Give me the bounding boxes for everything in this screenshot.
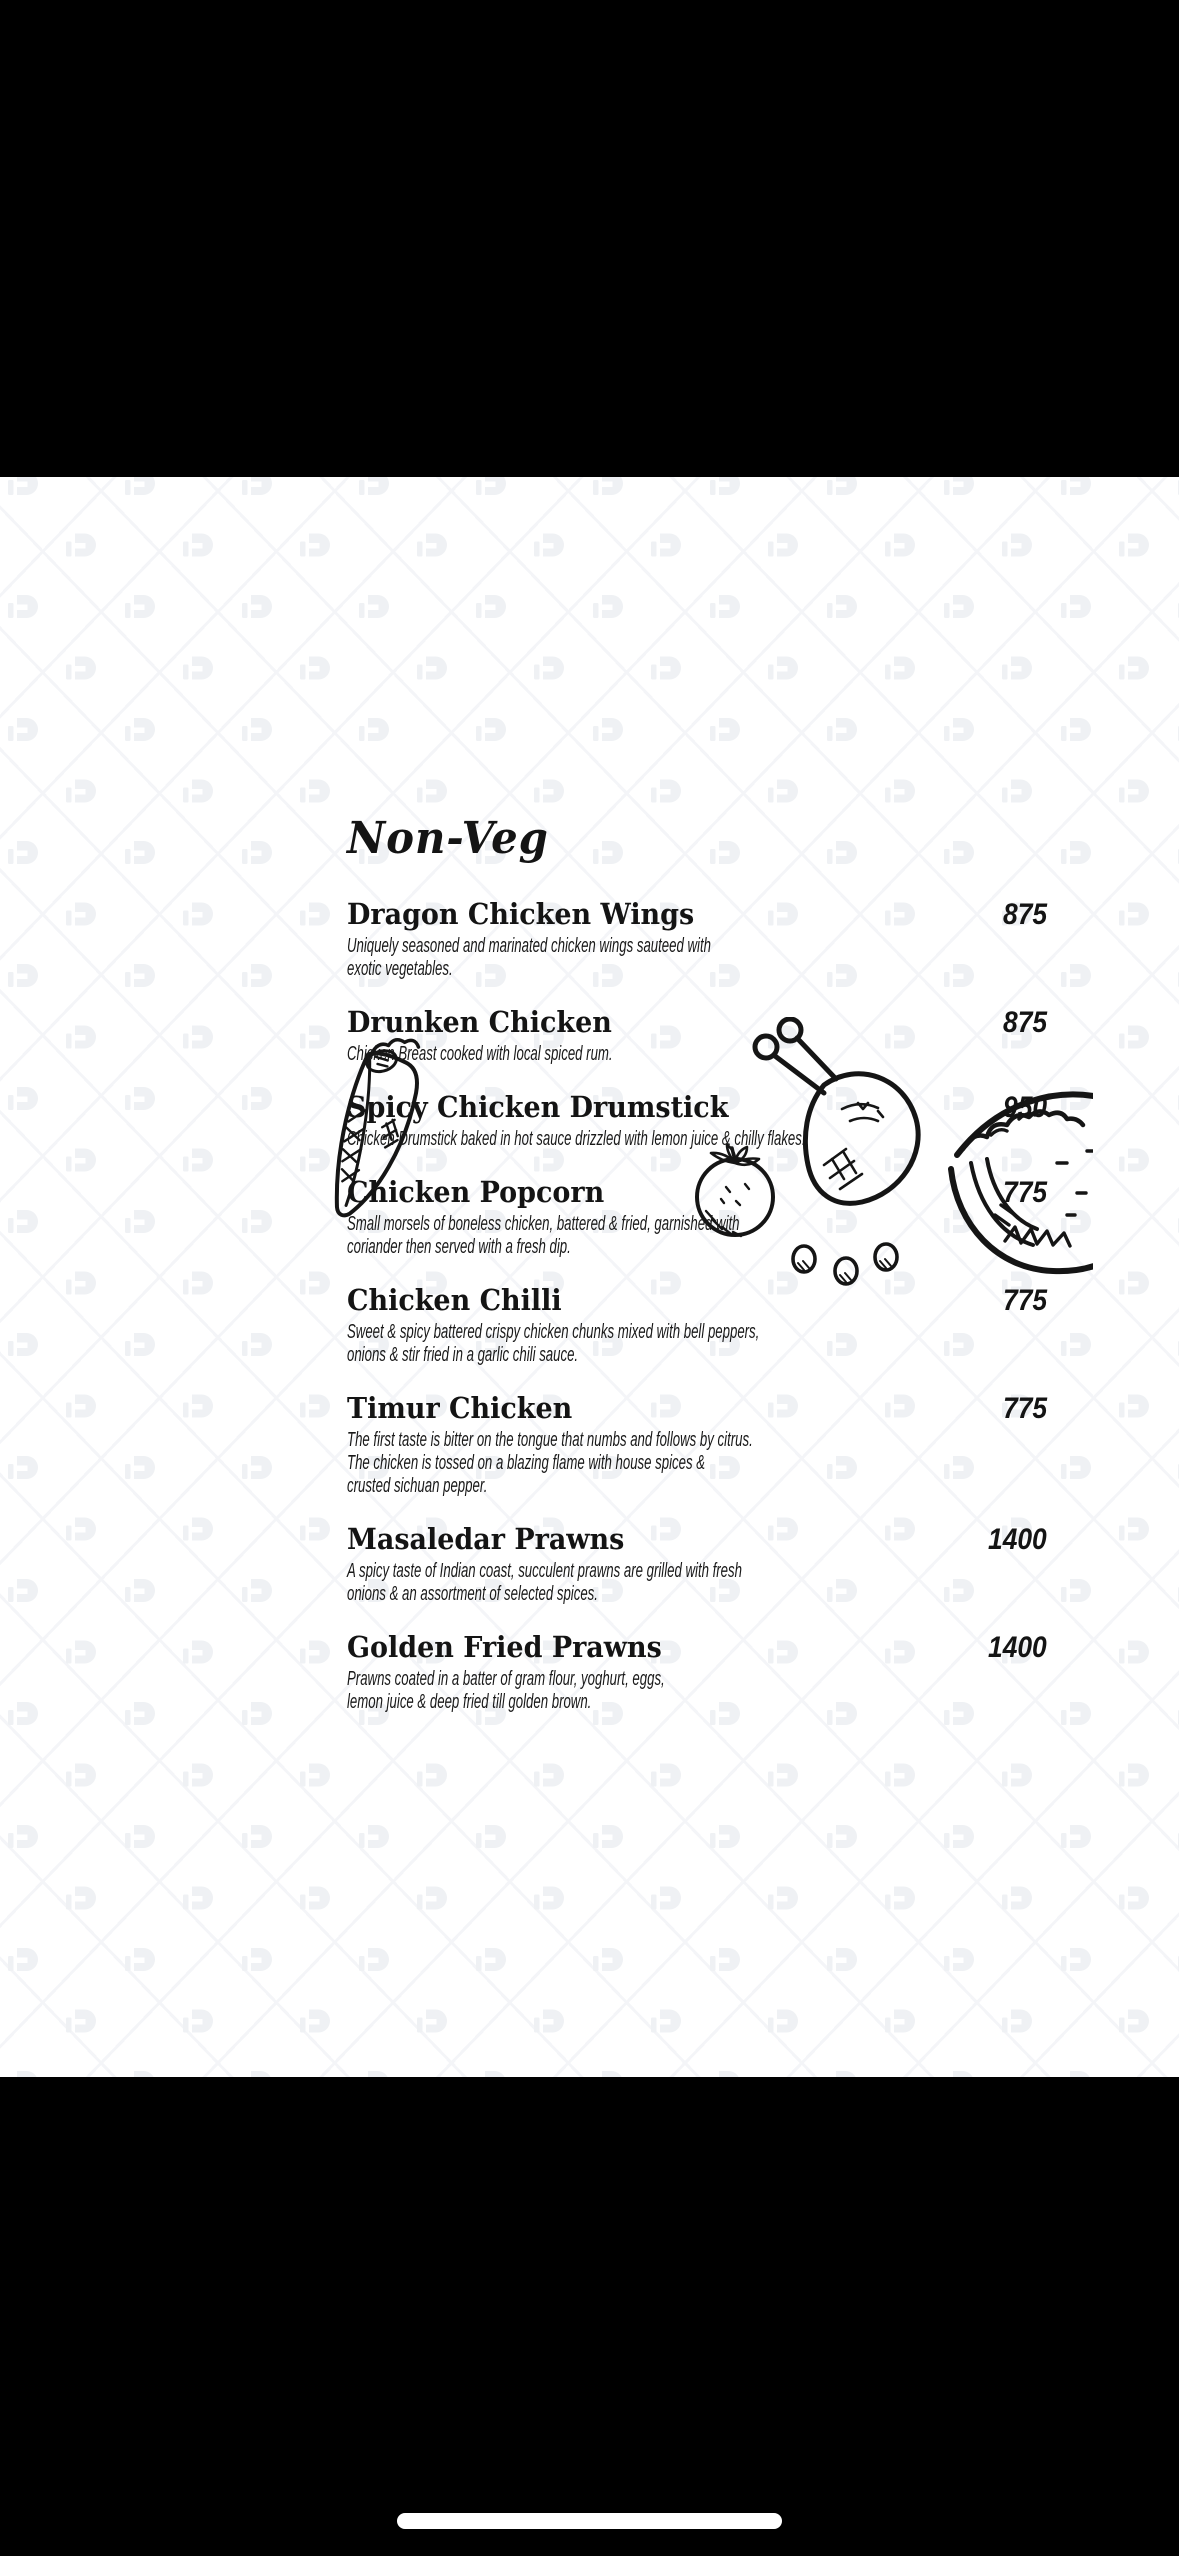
dish-price: 1400 xyxy=(988,1631,1047,1664)
menu-item xyxy=(347,1522,1047,1606)
dish-description: Chicken Drumstick baked in hot sauce drizzled with lemon juice & chilly flakes. xyxy=(347,1128,806,1150)
menu-item xyxy=(347,897,1047,981)
dish-price: 875 xyxy=(1002,898,1047,931)
dish-price: 775 xyxy=(1002,1176,1047,1209)
dish-price: 950 xyxy=(1002,1091,1047,1124)
menu-item xyxy=(347,1175,1047,1259)
menu-section xyxy=(347,813,1047,1738)
dish-price: 875 xyxy=(1002,1006,1047,1039)
dish-name: Chicken Chilli xyxy=(347,1283,562,1317)
dish-price: 1400 xyxy=(988,1523,1047,1556)
dish-description: Small morsels of boneless chicken, battered & fried, garnished with coriander then served with a fresh dip. xyxy=(347,1213,740,1258)
dish-description: The first taste is bitter on the tongue that numbs and follows by citrus. The chicken is tossed on a blazing flame with house spices & crusted sichuan pepper. xyxy=(347,1429,753,1497)
dish-price: 775 xyxy=(1002,1284,1047,1317)
menu-item xyxy=(347,1391,1047,1498)
menu-item xyxy=(347,1090,1047,1151)
dish-name: Timur Chicken xyxy=(347,1391,573,1425)
menu-item xyxy=(347,1630,1047,1714)
dish-name: Golden Fried Prawns xyxy=(347,1630,662,1664)
dish-name: Spicy Chicken Drumstick xyxy=(347,1090,729,1124)
dish-description: Chicken Breast cooked with local spiced rum. xyxy=(347,1043,613,1065)
dish-description: Prawns coated in a batter of gram flour, yoghurt, eggs, lemon juice & deep fried till golden brown. xyxy=(347,1668,665,1713)
letterbox-bottom xyxy=(0,2077,1179,2556)
letterbox-top xyxy=(0,0,1179,477)
dish-price: 775 xyxy=(1002,1392,1047,1425)
dish-description: Sweet & spicy battered crispy chicken chunks mixed with bell peppers, onions & stir fried in a garlic chili sauce. xyxy=(347,1321,760,1366)
dish-description: A spicy taste of Indian coast, succulent prawns are grilled with fresh onions & an assortment of selected spices. xyxy=(347,1560,742,1605)
menu-item xyxy=(347,1005,1047,1066)
dish-description: Uniquely seasoned and marinated chicken wings sauteed with exotic vegetables. xyxy=(347,935,711,980)
home-indicator[interactable] xyxy=(397,2513,782,2529)
dish-name: Masaledar Prawns xyxy=(347,1522,625,1556)
menu-photo xyxy=(0,477,1179,2077)
dish-name: Chicken Popcorn xyxy=(347,1175,605,1209)
dish-name: Drunken Chicken xyxy=(347,1005,612,1039)
section-title: Non-Veg xyxy=(347,813,549,864)
menu-item xyxy=(347,1283,1047,1367)
dish-name: Dragon Chicken Wings xyxy=(347,897,695,931)
